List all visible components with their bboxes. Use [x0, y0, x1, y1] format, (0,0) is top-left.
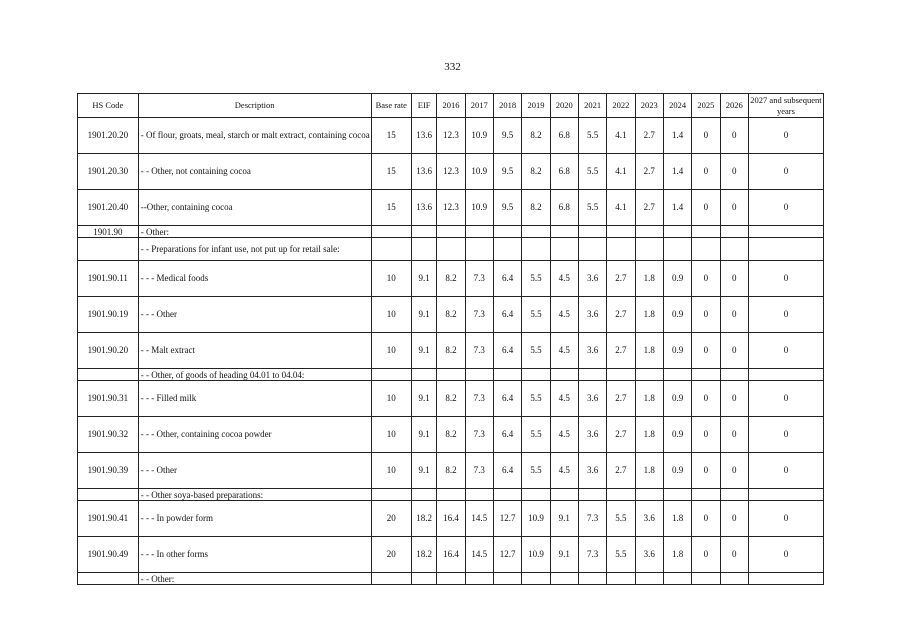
- rate-cell: 0: [748, 537, 823, 573]
- rate-cell: 0: [748, 261, 823, 297]
- rate-cell: [493, 226, 521, 238]
- rate-cell: [522, 238, 550, 261]
- rate-cell: 0.9: [663, 417, 691, 453]
- rate-cell: [607, 573, 635, 585]
- rate-cell: 18.2: [412, 537, 437, 573]
- rate-cell: 0: [748, 118, 823, 154]
- rate-cell: 14.5: [465, 501, 493, 537]
- rate-cell: 5.5: [522, 333, 550, 369]
- column-header: 2027 and subsequent years: [750, 94, 822, 116]
- rate-cell: [635, 238, 663, 261]
- description-cell: - - - Other: [138, 453, 371, 489]
- rate-cell: 0: [692, 453, 720, 489]
- rate-cell: 15: [371, 154, 411, 190]
- rate-cell: 6.8: [550, 118, 578, 154]
- description-cell: - - Other:: [138, 573, 371, 585]
- description-cell: - - Other, not containing cocoa: [138, 154, 371, 190]
- rate-cell: 3.6: [578, 417, 606, 453]
- rate-cell: 0: [720, 537, 748, 573]
- rate-cell: 8.2: [437, 333, 465, 369]
- rate-cell: 13.6: [412, 154, 437, 190]
- rate-cell: 2.7: [635, 154, 663, 190]
- rate-cell: 0: [692, 537, 720, 573]
- rate-cell: 9.1: [550, 501, 578, 537]
- rate-cell: 0.9: [663, 261, 691, 297]
- rate-cell: 1.4: [663, 190, 691, 226]
- rate-cell: 8.2: [437, 297, 465, 333]
- rate-cell: 5.5: [607, 501, 635, 537]
- rate-cell: 0: [748, 453, 823, 489]
- rate-cell: [493, 573, 521, 585]
- rate-cell: 0: [692, 333, 720, 369]
- rate-cell: 6.4: [493, 381, 521, 417]
- rate-cell: [578, 226, 606, 238]
- rate-cell: [412, 573, 437, 585]
- rate-cell: [371, 573, 411, 585]
- column-header: 2017: [465, 94, 493, 118]
- description-cell: - - Other soya-based preparations:: [138, 489, 371, 501]
- rate-cell: [578, 238, 606, 261]
- rate-cell: [578, 489, 606, 501]
- rate-cell: [437, 226, 465, 238]
- rate-cell: 0.9: [663, 333, 691, 369]
- hs-code-cell: [78, 238, 139, 261]
- rate-cell: 9.1: [550, 537, 578, 573]
- rate-cell: 4.5: [550, 333, 578, 369]
- rate-cell: [663, 226, 691, 238]
- description-cell: - - Preparations for infant use, not put up for retail sale:: [138, 238, 371, 261]
- rate-cell: [578, 573, 606, 585]
- rate-cell: 2.7: [607, 297, 635, 333]
- column-header: 2022: [607, 94, 635, 118]
- column-header: EIF: [412, 94, 437, 118]
- table-row: [78, 369, 824, 381]
- rate-cell: [663, 573, 691, 585]
- rate-cell: 13.6: [412, 118, 437, 154]
- rate-cell: 0: [720, 261, 748, 297]
- rate-cell: 1.8: [635, 381, 663, 417]
- rate-cell: 0: [692, 381, 720, 417]
- column-header: 2026: [720, 94, 748, 118]
- description-cell: - - - Medical foods: [138, 261, 371, 297]
- rate-cell: 5.5: [578, 118, 606, 154]
- column-header: 2020: [550, 94, 578, 118]
- rate-cell: [493, 238, 521, 261]
- rate-cell: 16.4: [437, 537, 465, 573]
- rate-cell: [465, 226, 493, 238]
- rate-cell: [692, 573, 720, 585]
- description-cell: - Other:: [138, 226, 371, 238]
- rate-cell: 2.7: [635, 118, 663, 154]
- rate-cell: 5.5: [578, 154, 606, 190]
- rate-cell: 2.7: [607, 453, 635, 489]
- rate-cell: 3.6: [578, 261, 606, 297]
- rate-cell: [437, 489, 465, 501]
- rate-cell: 4.5: [550, 417, 578, 453]
- rate-cell: [607, 238, 635, 261]
- rate-cell: 4.5: [550, 453, 578, 489]
- description-cell: - - - In powder form: [138, 501, 371, 537]
- rate-cell: [578, 369, 606, 381]
- rate-cell: 9.5: [493, 154, 521, 190]
- rate-cell: 15: [371, 190, 411, 226]
- rate-cell: 6.8: [550, 154, 578, 190]
- table-row: [78, 381, 824, 417]
- rate-cell: 5.5: [522, 417, 550, 453]
- rate-cell: 0: [720, 333, 748, 369]
- rate-cell: [437, 238, 465, 261]
- rate-cell: 0: [720, 501, 748, 537]
- rate-cell: 1.8: [635, 261, 663, 297]
- table-row: [78, 333, 824, 369]
- rate-cell: 10: [371, 381, 411, 417]
- rate-cell: 0: [748, 501, 823, 537]
- hs-code-cell: 1901.90.39: [78, 453, 139, 489]
- rate-cell: [635, 573, 663, 585]
- rate-cell: 3.6: [578, 297, 606, 333]
- rate-cell: 20: [371, 501, 411, 537]
- rate-cell: [663, 489, 691, 501]
- rate-cell: [607, 226, 635, 238]
- rate-cell: 12.3: [437, 190, 465, 226]
- rate-cell: [692, 238, 720, 261]
- description-cell: - - Other, of goods of heading 04.01 to 04.04:: [138, 369, 371, 381]
- rate-cell: 1.4: [663, 154, 691, 190]
- rate-cell: 0: [748, 297, 823, 333]
- hs-code-cell: 1901.90.32: [78, 417, 139, 453]
- rate-cell: [465, 489, 493, 501]
- rate-cell: 2.7: [635, 190, 663, 226]
- description-cell: - Of flour, groats, meal, starch or malt extract, containing cocoa: [138, 118, 371, 154]
- rate-cell: 0: [692, 190, 720, 226]
- table-row: [78, 118, 824, 154]
- rate-cell: 8.2: [437, 417, 465, 453]
- description-cell: --Other, containing cocoa: [138, 190, 371, 226]
- rate-cell: [437, 573, 465, 585]
- tariff-schedule-table: [77, 93, 824, 585]
- rate-cell: 10.9: [522, 537, 550, 573]
- rate-cell: 7.3: [465, 381, 493, 417]
- rate-cell: [720, 489, 748, 501]
- rate-cell: 9.1: [412, 417, 437, 453]
- rate-cell: [522, 573, 550, 585]
- table-row: [78, 537, 824, 573]
- rate-cell: 18.2: [412, 501, 437, 537]
- rate-cell: 5.5: [522, 297, 550, 333]
- rate-cell: 9.1: [412, 453, 437, 489]
- rate-cell: 0: [720, 190, 748, 226]
- column-header: 2023: [635, 94, 663, 118]
- rate-cell: 12.7: [493, 537, 521, 573]
- rate-cell: [371, 226, 411, 238]
- rate-cell: 20: [371, 537, 411, 573]
- rate-cell: 4.1: [607, 154, 635, 190]
- rate-cell: 10: [371, 417, 411, 453]
- rate-cell: [493, 369, 521, 381]
- rate-cell: 4.5: [550, 261, 578, 297]
- rate-cell: [663, 238, 691, 261]
- hs-code-cell: 1901.20.20: [78, 118, 139, 154]
- rate-cell: 8.2: [437, 453, 465, 489]
- description-cell: - - Malt extract: [138, 333, 371, 369]
- rate-cell: 10.9: [465, 118, 493, 154]
- rate-cell: 5.5: [578, 190, 606, 226]
- rate-cell: [748, 238, 823, 261]
- rate-cell: 10.9: [465, 190, 493, 226]
- column-header: 2021: [578, 94, 606, 118]
- rate-cell: [663, 369, 691, 381]
- rate-cell: 0: [748, 417, 823, 453]
- description-cell: - - - In other forms: [138, 537, 371, 573]
- rate-cell: 9.1: [412, 261, 437, 297]
- rate-cell: 0: [692, 417, 720, 453]
- table-row: [78, 489, 824, 501]
- rate-cell: [748, 369, 823, 381]
- rate-cell: 1.8: [663, 501, 691, 537]
- table-row: [78, 190, 824, 226]
- rate-cell: 4.5: [550, 297, 578, 333]
- rate-cell: 8.2: [437, 261, 465, 297]
- rate-cell: [748, 226, 823, 238]
- rate-cell: 9.1: [412, 333, 437, 369]
- rate-cell: [550, 369, 578, 381]
- rate-cell: [720, 369, 748, 381]
- hs-code-cell: 1901.90.31: [78, 381, 139, 417]
- rate-cell: 0: [748, 333, 823, 369]
- rate-cell: 6.4: [493, 453, 521, 489]
- rate-cell: 3.6: [578, 333, 606, 369]
- rate-cell: 1.8: [635, 333, 663, 369]
- rate-cell: 10.9: [522, 501, 550, 537]
- rate-cell: [692, 489, 720, 501]
- column-header: Base rate: [371, 94, 411, 118]
- rate-cell: 10: [371, 333, 411, 369]
- description-cell: - - - Other, containing cocoa powder: [138, 417, 371, 453]
- column-header: 2016: [437, 94, 465, 118]
- rate-cell: 10: [371, 453, 411, 489]
- rate-cell: [748, 573, 823, 585]
- rate-cell: 5.5: [522, 381, 550, 417]
- hs-code-cell: 1901.90.19: [78, 297, 139, 333]
- rate-cell: [412, 489, 437, 501]
- rate-cell: 7.3: [465, 417, 493, 453]
- rate-cell: 0.9: [663, 453, 691, 489]
- rate-cell: 6.4: [493, 297, 521, 333]
- rate-cell: 0.9: [663, 381, 691, 417]
- rate-cell: 4.1: [607, 118, 635, 154]
- rate-cell: [437, 369, 465, 381]
- rate-cell: 3.6: [635, 501, 663, 537]
- hs-code-cell: 1901.90: [78, 226, 139, 238]
- rate-cell: 0: [720, 381, 748, 417]
- rate-cell: 6.4: [493, 333, 521, 369]
- column-header: HS Code: [78, 94, 139, 118]
- rate-cell: [493, 489, 521, 501]
- rate-cell: [412, 226, 437, 238]
- rate-cell: 0: [748, 154, 823, 190]
- rate-cell: [748, 489, 823, 501]
- rate-cell: [607, 489, 635, 501]
- rate-cell: [465, 573, 493, 585]
- rate-cell: 0: [692, 501, 720, 537]
- rate-cell: [635, 226, 663, 238]
- rate-cell: [412, 238, 437, 261]
- rate-cell: 5.5: [522, 261, 550, 297]
- column-header: 2019: [522, 94, 550, 118]
- table-row: [78, 261, 824, 297]
- rate-cell: 1.8: [635, 453, 663, 489]
- rate-cell: [371, 369, 411, 381]
- rate-cell: [635, 489, 663, 501]
- rate-cell: 0: [720, 417, 748, 453]
- rate-cell: 2.7: [607, 381, 635, 417]
- rate-cell: [371, 238, 411, 261]
- table-row: [78, 453, 824, 489]
- rate-cell: 16.4: [437, 501, 465, 537]
- table-body: [78, 118, 824, 585]
- rate-cell: 7.3: [465, 261, 493, 297]
- rate-cell: 12.3: [437, 118, 465, 154]
- rate-cell: 0: [748, 381, 823, 417]
- rate-cell: 9.5: [493, 118, 521, 154]
- description-cell: - - - Filled milk: [138, 381, 371, 417]
- hs-code-cell: 1901.90.20: [78, 333, 139, 369]
- table-row: [78, 501, 824, 537]
- rate-cell: 6.8: [550, 190, 578, 226]
- rate-cell: 5.5: [607, 537, 635, 573]
- rate-cell: 9.5: [493, 190, 521, 226]
- rate-cell: [692, 226, 720, 238]
- rate-cell: [550, 489, 578, 501]
- table-row: [78, 417, 824, 453]
- table-row: [78, 154, 824, 190]
- rate-cell: [371, 489, 411, 501]
- rate-cell: 8.2: [522, 190, 550, 226]
- description-cell: - - - Other: [138, 297, 371, 333]
- rate-cell: 3.6: [635, 537, 663, 573]
- rate-cell: 0: [720, 297, 748, 333]
- rate-cell: 13.6: [412, 190, 437, 226]
- table-row: [78, 297, 824, 333]
- rate-cell: 0.9: [663, 297, 691, 333]
- rate-cell: 12.7: [493, 501, 521, 537]
- table-header-row: [78, 94, 824, 118]
- rate-cell: 14.5: [465, 537, 493, 573]
- rate-cell: 0: [692, 261, 720, 297]
- rate-cell: [550, 573, 578, 585]
- rate-cell: 2.7: [607, 333, 635, 369]
- rate-cell: 1.4: [663, 118, 691, 154]
- rate-cell: 4.1: [607, 190, 635, 226]
- hs-code-cell: 1901.20.40: [78, 190, 139, 226]
- rate-cell: 1.8: [635, 417, 663, 453]
- column-header: 2025: [692, 94, 720, 118]
- table-row: [78, 226, 824, 238]
- rate-cell: 1.8: [635, 297, 663, 333]
- rate-cell: [550, 238, 578, 261]
- hs-code-cell: 1901.90.11: [78, 261, 139, 297]
- rate-cell: 6.4: [493, 261, 521, 297]
- hs-code-cell: 1901.20.30: [78, 154, 139, 190]
- hs-code-cell: [78, 369, 139, 381]
- rate-cell: 0: [720, 154, 748, 190]
- rate-cell: 3.6: [578, 381, 606, 417]
- hs-code-cell: [78, 573, 139, 585]
- rate-cell: 0: [692, 154, 720, 190]
- column-header: 2018: [493, 94, 521, 118]
- table-row: [78, 573, 824, 585]
- rate-cell: 7.3: [578, 501, 606, 537]
- rate-cell: 1.8: [663, 537, 691, 573]
- rate-cell: [522, 226, 550, 238]
- rate-cell: 4.5: [550, 381, 578, 417]
- rate-cell: 5.5: [522, 453, 550, 489]
- rate-cell: [550, 226, 578, 238]
- rate-cell: [607, 369, 635, 381]
- rate-cell: 3.6: [578, 453, 606, 489]
- table-row: [78, 238, 824, 261]
- rate-cell: [465, 238, 493, 261]
- page-number: 332: [444, 61, 461, 73]
- rate-cell: 8.2: [522, 118, 550, 154]
- rate-cell: 2.7: [607, 261, 635, 297]
- rate-cell: 7.3: [465, 333, 493, 369]
- rate-cell: 10: [371, 297, 411, 333]
- rate-cell: 0: [692, 118, 720, 154]
- column-header: Description: [138, 94, 371, 118]
- column-header: 2024: [663, 94, 691, 118]
- rate-cell: 10.9: [465, 154, 493, 190]
- rate-cell: 9.1: [412, 297, 437, 333]
- rate-cell: 9.1: [412, 381, 437, 417]
- rate-cell: 12.3: [437, 154, 465, 190]
- rate-cell: [692, 369, 720, 381]
- rate-cell: [635, 369, 663, 381]
- rate-cell: [720, 226, 748, 238]
- rate-cell: 6.4: [493, 417, 521, 453]
- rate-cell: [465, 369, 493, 381]
- rate-cell: 8.2: [437, 381, 465, 417]
- rate-cell: [412, 369, 437, 381]
- rate-cell: 7.3: [465, 297, 493, 333]
- rate-cell: 0: [692, 297, 720, 333]
- rate-cell: [522, 489, 550, 501]
- rate-cell: 10: [371, 261, 411, 297]
- rate-cell: [720, 573, 748, 585]
- hs-code-cell: [78, 489, 139, 501]
- rate-cell: [720, 238, 748, 261]
- rate-cell: 7.3: [465, 453, 493, 489]
- hs-code-cell: 1901.90.49: [78, 537, 139, 573]
- rate-cell: 15: [371, 118, 411, 154]
- rate-cell: 0: [720, 118, 748, 154]
- hs-code-cell: 1901.90.41: [78, 501, 139, 537]
- rate-cell: 8.2: [522, 154, 550, 190]
- rate-cell: 0: [720, 453, 748, 489]
- rate-cell: 0: [748, 190, 823, 226]
- rate-cell: [522, 369, 550, 381]
- rate-cell: 2.7: [607, 417, 635, 453]
- rate-cell: 7.3: [578, 537, 606, 573]
